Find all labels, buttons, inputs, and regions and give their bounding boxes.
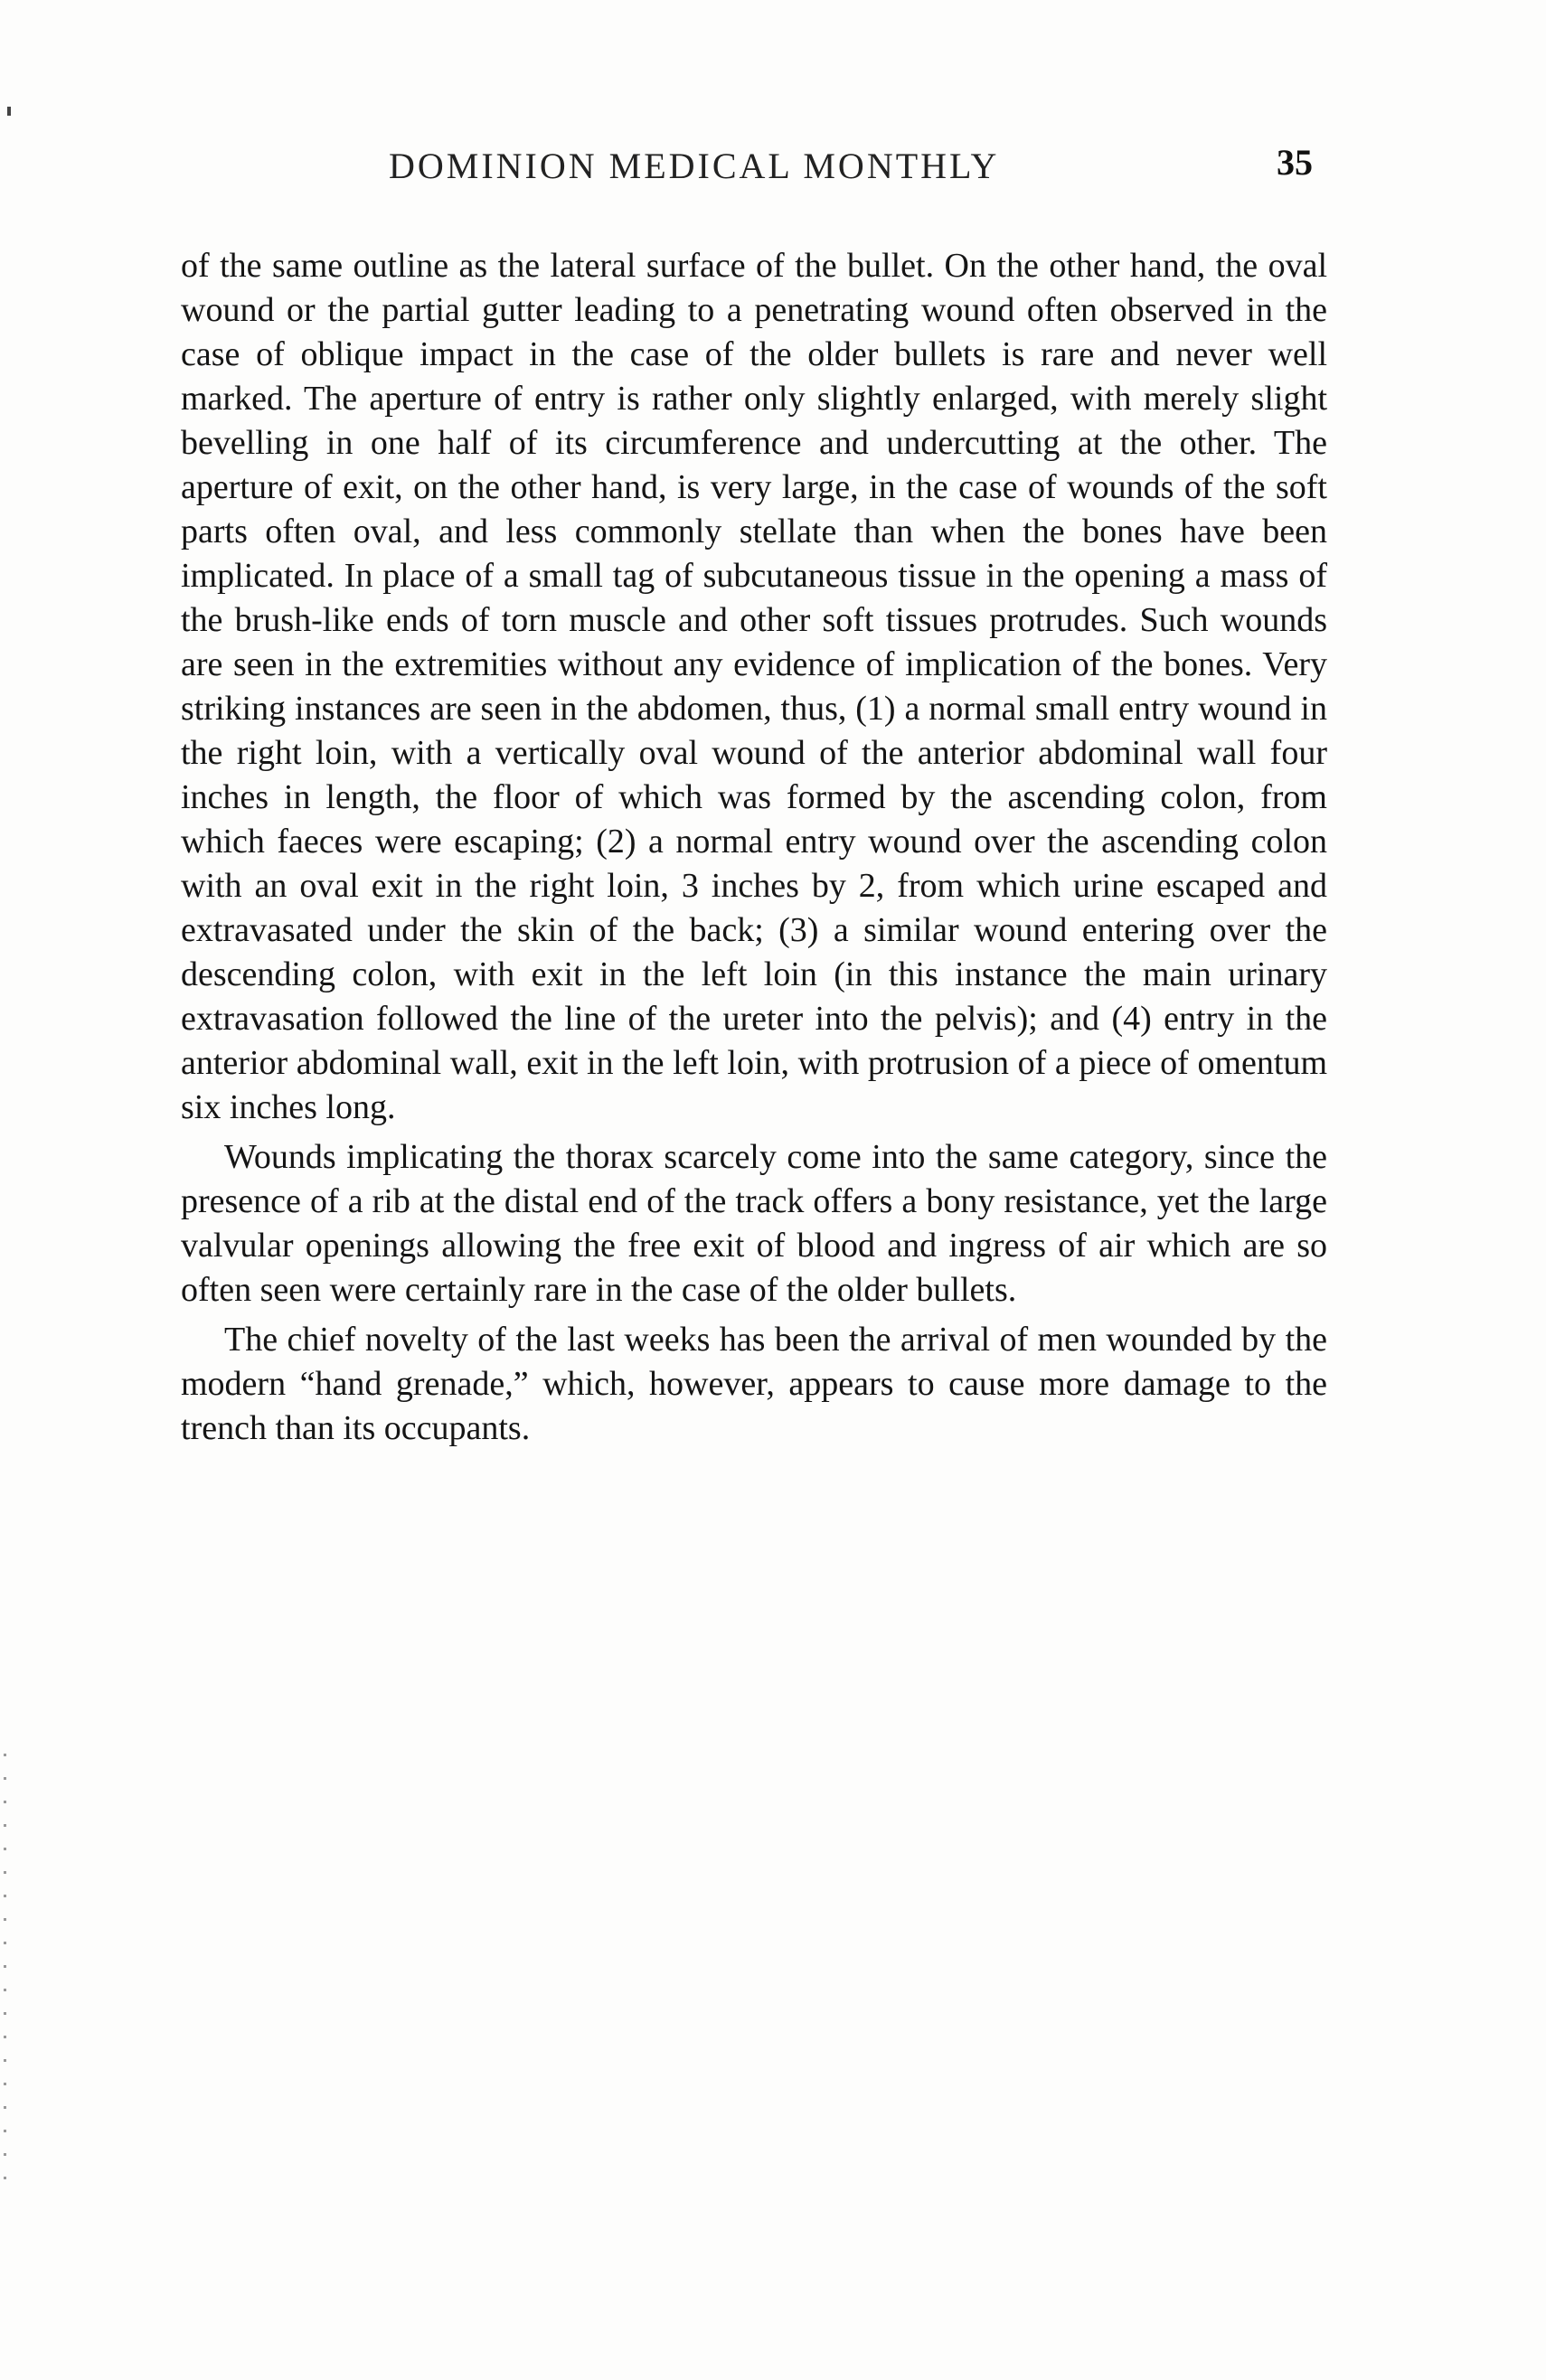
paragraph-thorax-wounds: Wounds implicating the thorax scarcely come into the same category, since the presence of a rib at the distal end of the track offers a bony resistance, yet the large valvular openings allowing the free exit of blood and ingress of air which are so often seen were certainly rare in the case of the older bullets. [181, 1138, 1327, 1309]
scan-mark [7, 107, 11, 116]
body-text [181, 244, 1327, 1451]
paragraph-hand-grenade: The chief novelty of the last weeks has been the arrival of men wounded by the modern “hand grenade,” which, however, appears to cause more damage to the trench than its occupants. [181, 1321, 1327, 1447]
scan-margin-dots [4, 1754, 6, 2187]
paragraph-continued: of the same outline as the lateral surface of the bullet. On the other hand, the oval wound or the partial gutter leading to a penetrating wound often observed in the case of oblique impact in the case of the older bullets is rare and never well marked. The aperture of entry is rather only slightly enlarged, with merely slight bevelling in one half of its circumference and undercutting at the other. The aperture of exit, on the other hand, is very large, in the case of wounds of the soft parts often oval, and less commonly stellate than when the bones have been implicated. In place of a small tag of subcutaneous tissue in the opening a mass of the brush-like ends of torn muscle and other soft tissues protrudes. Such wounds are seen in the extremities without any evidence of implication of the bones. Very striking instances are seen in the abdomen, thus, (1) a normal small entry wound in the right loin, with a vertically oval wound of the anterior abdominal wall four inches in length, the floor of which was formed by the ascending colon, from which faeces were escaping; (2) a normal entry wound over the ascending colon with an oval exit in the right loin, 3 inches by 2, from which urine escaped and extravasated under the skin of the back; (3) a similar wound entering over the descending colon, with exit in the left loin (in this instance the main urinary extravasation followed the line of the ureter into the pelvis); and (4) entry in the anterior abdominal wall, exit in the left loin, with protrusion of a piece of omentum six inches long. [181, 247, 1327, 1126]
page-number: 35 [1277, 142, 1313, 183]
running-head [181, 142, 1356, 199]
running-title: DOMINION MEDICAL MONTHLY [389, 146, 1000, 186]
